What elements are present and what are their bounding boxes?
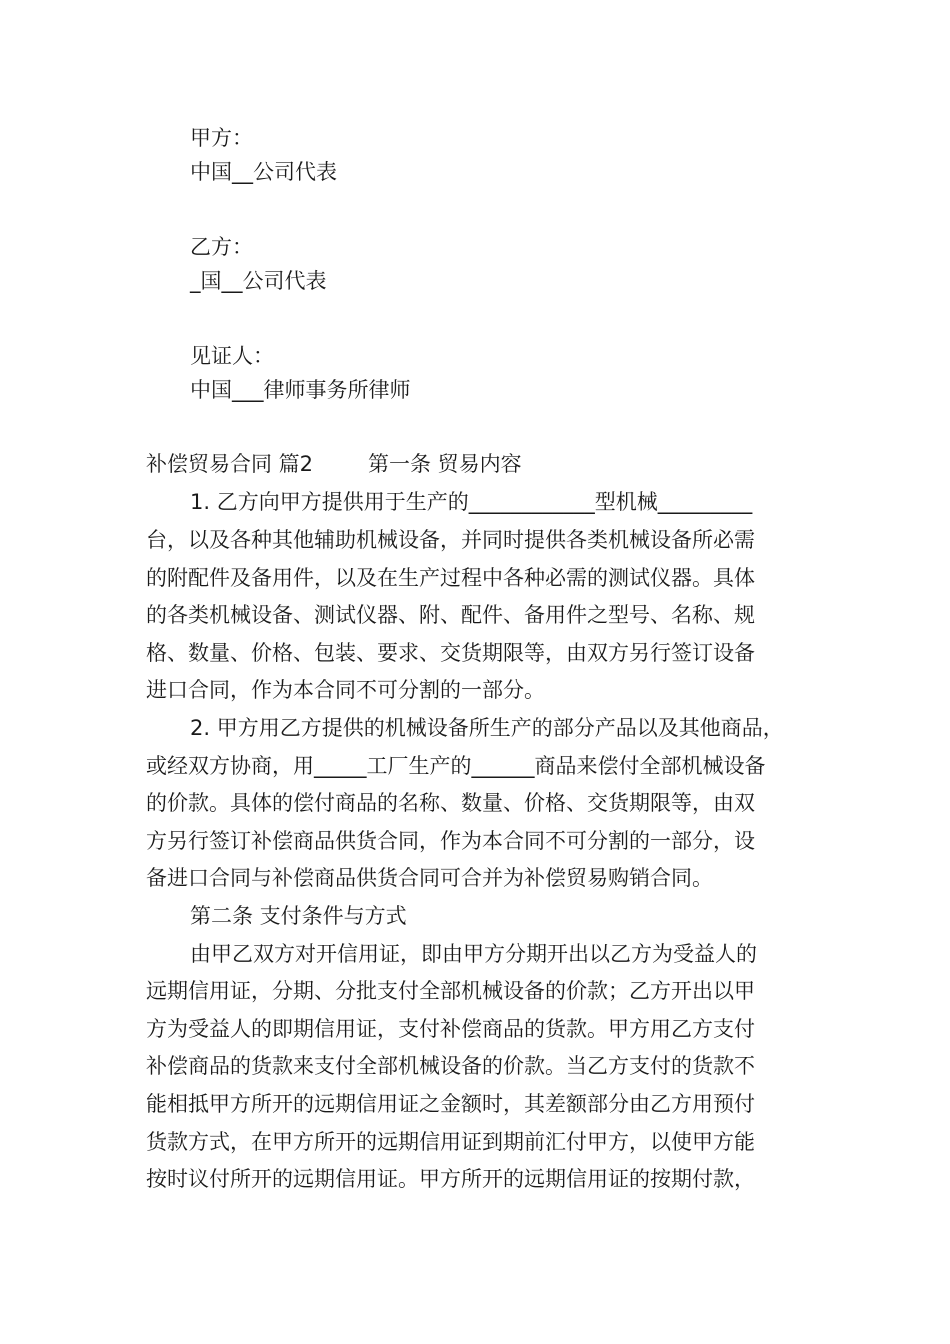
para2-line-3: 的价款。具体的偿付商品的名称、数量、价格、交货期限等，由双	[146, 791, 755, 815]
para3-line-2: 远期信用证，分期、分批支付全部机械设备的价款；乙方开出以甲	[146, 979, 755, 1003]
para2-line-1: 2. 甲方用乙方提供的机械设备所生产的部分产品以及其他商品，	[190, 716, 784, 740]
article-1-title: 第一条 贸易内容	[368, 452, 522, 476]
para2-line-5: 备进口合同与补偿商品供货合同可合并为补偿贸易购销合同。	[146, 866, 713, 890]
para2-line-2: 或经双方协商，用_____工厂生产的______商品来偿付全部机械设备	[146, 754, 766, 778]
para2-line-4: 方另行签订补偿商品供货合同，作为本合同不可分割的一部分，设	[146, 829, 755, 853]
party-b-label: 乙方：	[190, 235, 253, 259]
para3-line-1: 由甲乙双方对开信用证，即由甲方分期开出以乙方为受益人的	[190, 942, 757, 966]
para3-line-5: 能相抵甲方所开的远期信用证之金额时，其差额部分由乙方用预付	[146, 1092, 755, 1116]
contract-heading: 补偿贸易合同 篇2	[146, 452, 314, 476]
para1-line-4: 的各类机械设备、测试仪器、附、配件、备用件之型号、名称、规	[146, 603, 755, 627]
para1-line-1: 1. 乙方向甲方提供用于生产的____________型机械_________	[190, 490, 753, 514]
article-2-title: 第二条 支付条件与方式	[190, 904, 407, 928]
para3-line-3: 方为受益人的即期信用证，支付补偿商品的货款。甲方用乙方支付	[146, 1017, 755, 1041]
witness-label: 见证人：	[190, 344, 274, 368]
party-a-representative: 中国__公司代表	[190, 160, 337, 184]
para3-line-7: 按时议付所开的远期信用证。甲方所开的远期信用证的按期付款，	[146, 1167, 755, 1191]
para1-line-2: 台，以及各种其他辅助机械设备，并同时提供各类机械设备所必需	[146, 528, 755, 552]
para1-line-5: 格、数量、价格、包装、要求、交货期限等，由双方另行签订设备	[146, 641, 755, 665]
para1-line-6: 进口合同，作为本合同不可分割的一部分。	[146, 678, 545, 702]
party-b-representative: _国__公司代表	[190, 269, 327, 293]
witness-representative: 中国___律师事务所律师	[190, 378, 411, 402]
para3-line-4: 补偿商品的货款来支付全部机械设备的价款。当乙方支付的货款不	[146, 1054, 755, 1078]
party-a-label: 甲方：	[190, 126, 253, 150]
para1-line-3: 的附配件及备用件，以及在生产过程中各种必需的测试仪器。具体	[146, 566, 755, 590]
para3-line-6: 货款方式，在甲方所开的远期信用证到期前汇付甲方，以使甲方能	[146, 1130, 755, 1154]
